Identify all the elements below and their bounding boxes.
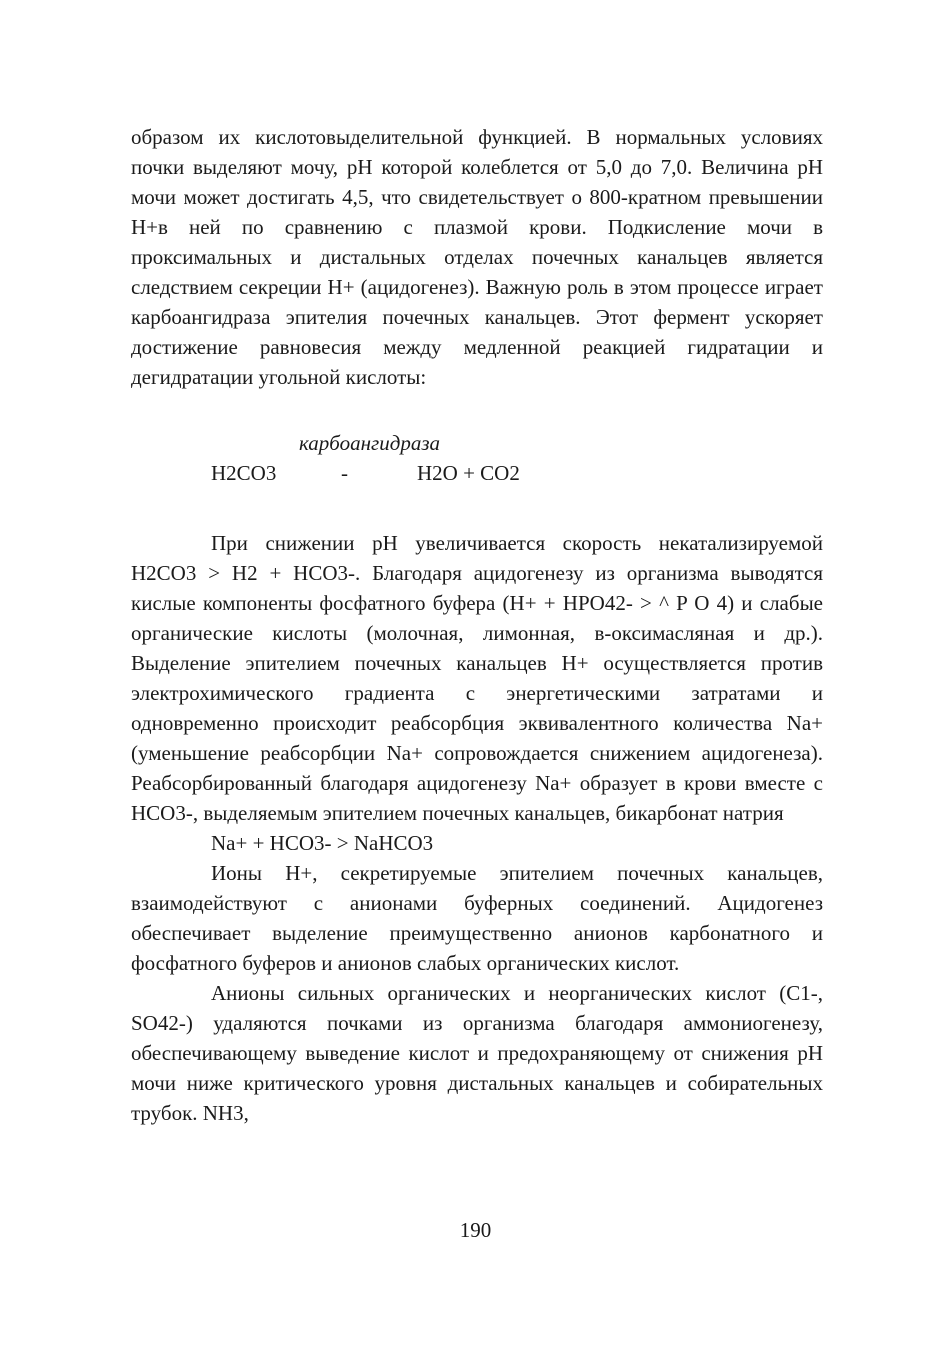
reaction-left-side: H2CO3 bbox=[211, 461, 277, 485]
sodium-bicarbonate-reaction: Na+ + HCO3- > NaHCO3 bbox=[211, 831, 434, 855]
paragraph-2: При снижении pH увеличивается скорость некатализируемой H2CO3 > H2 + HCO3-. Благодаря ацидогенезу из организма выводятся кислые компоненты фосфатного буфера (H+ + HPO42- > ^ P O 4) и слабые органические кислоты (молочная, лимонная, в-оксимасляная и др.). Выделение эпителием почечных канальцев H+ осуществляется против электрохимического градиента с энергетическими затратами и одновременно происходит реабсорбция эквивалентного количества Na+ (уменьшение реабсорбции Na+ сопровождается снижением ацидогенеза). Реабсорбированный благодаря ацидогенезу Na+ образует в крови вместе с HCO3-, выделяемым эпителием почечных канальцев, бикарбонат натрия bbox=[131, 531, 823, 825]
reaction-arrow: - bbox=[341, 461, 348, 485]
enzyme-label: карбоангидраза bbox=[299, 431, 441, 455]
paragraph-1: образом их кислотовыделительной функцией. В нормальных условиях почки выделяют мочу, pH которой колеблется от 5,0 до 7,0. Величина pH мочи может достигать 4,5, что свидетельствует о 800-кратном превышении H+в ней по сравнению с плазмой крови. Подкисление мочи в проксимальных и дистальных отделах почечных канальцев является следствием секреции H+ (ацидогенез). Важную роль в этом процессе играет карбоангидраза эпителия почечных канальцев. Этот фермент ускоряет достижение равновесия между медленной реакцией гидратации и дегидратации угольной кислоты: bbox=[131, 125, 823, 389]
carbonic-anhydrase-reaction bbox=[131, 392, 823, 528]
page-number: 190 bbox=[459, 1218, 492, 1242]
paragraph-4: Анионы сильных органических и неорганических кислот (C1-, SO42-) удаляются почками из организма благодаря аммониогенезу, обеспечивающему выведение кислот и предохраняющему от снижения pH мочи ниже критического уровня дистальных канальцев и собирательных трубок. NH3, bbox=[131, 981, 823, 1125]
paragraph-3: Ионы H+, секретируемые эпителием почечных канальцев, взаимодействуют с анионами буферных соединений. Ацидогенез обеспечивает выделение преимущественно анионов карбонатного и фосфатного буферов и анионов слабых органических кислот. bbox=[131, 861, 823, 975]
reaction-right-side: H2O + CO2 bbox=[417, 461, 520, 485]
page-body bbox=[131, 122, 823, 1128]
